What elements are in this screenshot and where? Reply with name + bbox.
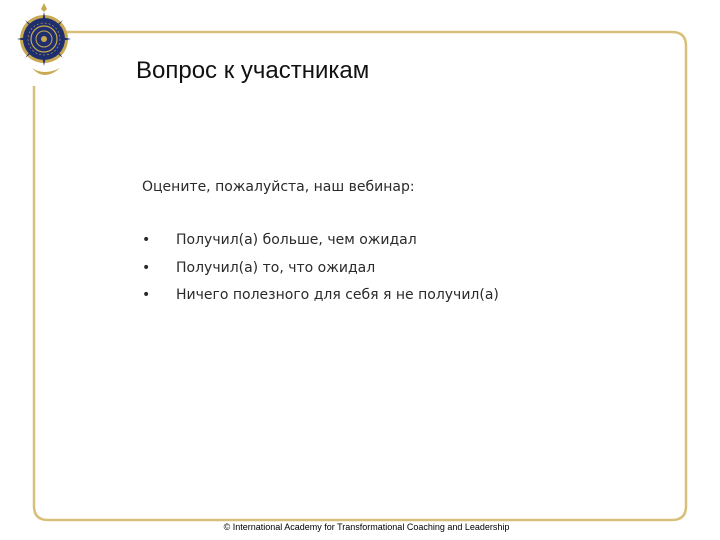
slide-title: Вопрос к участникам [136,57,370,84]
survey-option-label: Получил(а) то, что ожидал [176,259,376,276]
bullet-icon: • [142,232,151,248]
survey-option-label: Получил(а) больше, чем ожидал [176,232,417,248]
copyright-footer [0,522,720,532]
bullet-icon: • [142,287,151,303]
academy-emblem-icon [14,2,74,80]
bullet-icon: • [142,259,151,276]
survey-prompt: Оцените, пожалуйста, наш вебинар: [142,179,415,195]
copyright-text: © International Academy for Transformational Coaching and Leadership [223,522,510,532]
survey-option-label: Ничего полезного для себя я не получил(а) [176,287,499,303]
